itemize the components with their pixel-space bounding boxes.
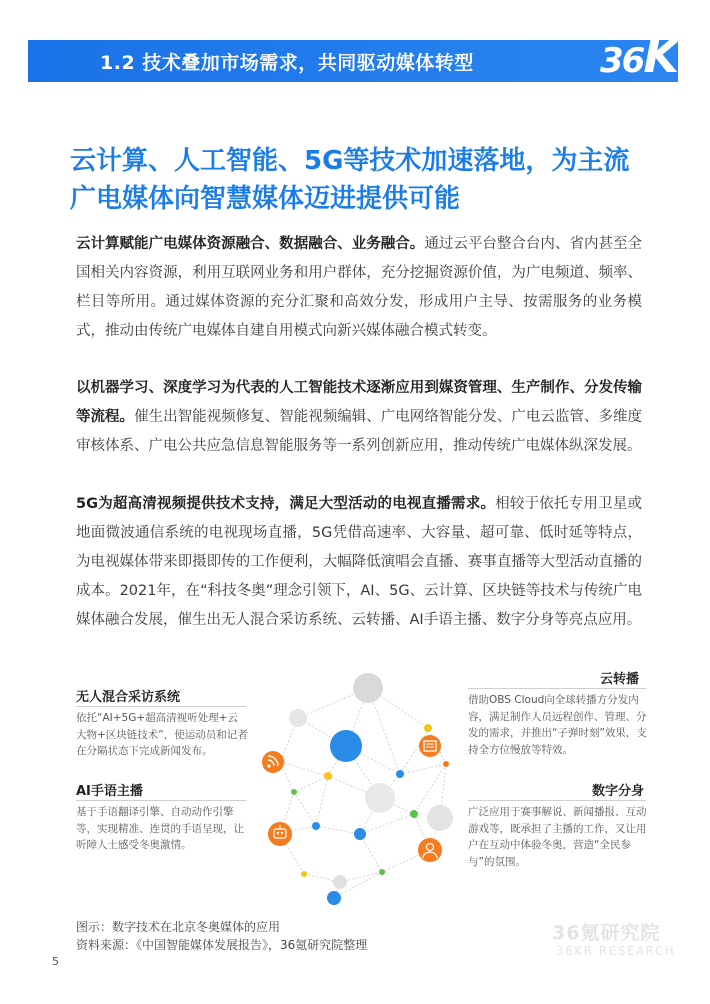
section-title: 1.2 技术叠加市场需求，共同驱动媒体转型 [100, 52, 474, 74]
application-diagram [60, 664, 660, 914]
callout-desc-interview-system: 依托“AI+5G+超高清视听处理+云大物+区块链技术”，使运动员和记者在分隔状态下完成新闻发布。 [76, 712, 248, 757]
paragraph-ai [76, 374, 642, 461]
node-blue [312, 822, 320, 830]
callout-divider [76, 800, 246, 801]
36kr-logo [600, 29, 698, 83]
paragraph-lead: 5G为超高清视频提供技术支持，满足大型活动的电视直播需求。 [76, 496, 496, 512]
callout-divider [468, 688, 646, 689]
node-yellow [424, 724, 432, 732]
callout-desc-digital-avatar: 广泛应用于赛事解说、新闻播报、互动游戏等，既承担了主播的工作，又让用户在互动中体验冬奥，营造“全民参与”的氛围。 [468, 806, 647, 868]
callout-title-interview-system: 无人混合采访系统 [76, 690, 181, 705]
node-grey [289, 709, 307, 727]
paragraph-body: 相较于依托专用卫星或地面微波通信系统的电视现场直播，5G凭借高速率、大容量、超可靠、低时延等特点，为电视媒体带来即摄即传的工作便利，大幅降低演唱会直播、赛事直播等大型活动直播的成本。2021年，在“科技冬奥”理念引领下，AI、5G、云计算、区块链等技术与传统广电媒体融合发展，催生出无人混合采访系统、云转播、AI手语主播、数字分身等亮点应用。 [76, 496, 642, 628]
page-number: 5 [52, 955, 59, 968]
paragraph-lead: 以机器学习、深度学习为代表的人工智能技术逐渐应用到媒资管理、生产制作、分发传输等流程。 [76, 380, 642, 425]
node-green [410, 810, 418, 818]
news-node [419, 735, 441, 757]
main-heading-line-1: 云计算、人工智能、5G等技术加速落地，为主流 [70, 146, 630, 176]
watermark-logo-cn: 36氪研究院 [552, 922, 661, 944]
callout-title-cloud-broadcast: 云转播 [600, 672, 640, 687]
node-blue-large [330, 730, 362, 762]
node-yellow [324, 772, 332, 780]
node-grey [333, 875, 347, 889]
callout-divider [468, 800, 646, 801]
node-yellow [301, 871, 307, 877]
node-orange [443, 761, 449, 767]
figure-caption: 图示：数字技术在北京冬奥媒体的应用 [76, 920, 281, 934]
callout-divider [76, 706, 246, 707]
paragraph-body: 通过云平台整合台内、省内甚至全国相关内容资源，利用互联网业务和用户群体，充分挖掘资源价值，为广电频道、频率、栏目等所用。通过媒体资源的充分汇聚和高效分发，形成用户主导、按需服务的业务模式，推动由传统广电媒体自建自用模式向新兴媒体融合模式转变。 [76, 236, 643, 339]
node-grey-large [353, 673, 383, 703]
main-heading-line-2: 广电媒体向智慧媒体迈进提供可能 [70, 184, 461, 214]
watermark-logo-en: 36KR RESEARCH [556, 944, 676, 958]
source-caption: 资料来源：《中国智能媒体发展报告》，36氪研究院整理 [76, 938, 368, 952]
logo-number: 36 [600, 41, 644, 81]
node-blue [327, 891, 341, 905]
main-heading [70, 142, 650, 218]
node-green [291, 789, 297, 795]
node-blue [354, 828, 366, 840]
section-header-bar [28, 40, 678, 82]
node-blue [396, 770, 404, 778]
callout-title-digital-avatar: 数字分身 [592, 784, 645, 799]
node-grey-large [427, 805, 453, 831]
paragraph-lead: 云计算赋能广电媒体资源融合、数据融合、业务融合。 [76, 236, 425, 252]
callout-desc-cloud-broadcast: 借助OBS Cloud向全球转播方分发内容，满足制作人员远程创作、管理、分发的需求，并推出“子弹时刻”效果，支持全方位慢放等特效。 [468, 694, 647, 756]
node-green [379, 869, 385, 875]
callout-title-sign-language-anchor: AI手语主播 [76, 784, 143, 799]
paragraph-body: 催生出智能视频修复、智能视频编辑、广电网络智能分发、广电云监管、多维度审核体系、广电公共应急信息智能服务等一系列创新应用，推动传统广电媒体纵深发展。 [76, 409, 643, 454]
node-grey-large [365, 783, 395, 813]
callout-desc-sign-language-anchor: 基于手语翻译引擎、自动动作引擎等，实现精准、连贯的手语呈现，让听障人士感受冬奥激情。 [76, 806, 244, 851]
logo-letters: Kr [643, 29, 698, 83]
paragraph-cloud [76, 230, 642, 346]
paragraph-5g [76, 490, 642, 635]
